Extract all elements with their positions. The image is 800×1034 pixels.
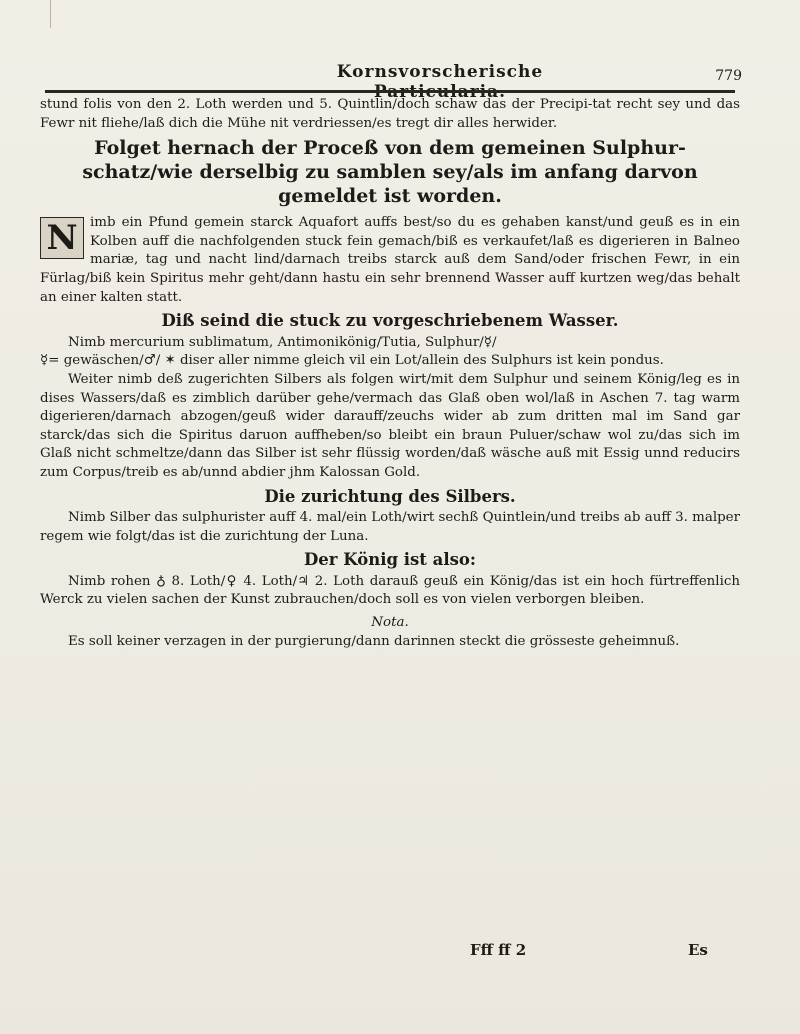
paragraph-nota: Es soll keiner verzagen in der purgierung/dann darinnen steckt die grösseste geheimnuß. bbox=[68, 633, 680, 649]
running-head: Kornsvorscherische bbox=[336, 62, 544, 82]
header-rule bbox=[45, 90, 735, 93]
drop-cap-initial: N bbox=[40, 217, 84, 259]
signature-mark: Fff ff 2 bbox=[470, 941, 527, 959]
section-heading-sulphur-process: Folget hernach der Proceß von dem gemeinen Sulphur-schatz/wie derselbig zu samblen sey/als im anfang darvon gemeldet ist worden. bbox=[82, 137, 698, 208]
page-edge-mark bbox=[50, 0, 51, 28]
paragraph-silver-prep: Nimb Silber das sulphurister auff 4. mal/ein Loth/wirt sechß Quintlein/und treibs ab auff 3. malper regem wie folgt/das ist die zurichtung der Luna. bbox=[40, 510, 740, 544]
nota-label: Nota. bbox=[371, 615, 409, 631]
page-header bbox=[40, 62, 760, 86]
paragraph-ingredients: Nimb mercurium sublimatum, Antimonikönig/Tutia, Sulphur/☿/ bbox=[68, 334, 497, 350]
paragraph-continuation: stund folis von den 2. Loth werden und 5. Quintlin/doch schaw das der Precipi-tat recht sey und das Fewr nit fliehe/laß dich die Mühe nit verdriessen/es tregt dir alles herwider. bbox=[40, 97, 740, 131]
catchword: Es bbox=[688, 941, 708, 959]
paragraph-king-recipe: Nimb rohen ♁ 8. Loth/♀ 4. Loth/♃ 2. Loth darauß geuß ein König/das ist ein hoch fürtreffenlich Werck zu vielen sachen der Kunst zubrauchen/doch soll es von vielen verborgen bleiben. bbox=[40, 573, 740, 608]
section-heading-king: Der König ist also: bbox=[303, 550, 477, 570]
section-heading-ingredients: Diß seind die stuck zu vorgeschriebenem Wasser. bbox=[161, 311, 619, 331]
paragraph-aquafort bbox=[40, 214, 740, 307]
section-heading-silver: Die zurichtung des Silbers. bbox=[264, 486, 516, 506]
paragraph-aquafort-text: imb ein Pfund gemein starck Aquafort auffs best/so du es gehaben kanst/und geuß es in ein Kolben auff die nachfolgenden stuck fein gemach/biß es verkaufet/laß es digerieren in Balneo mariæ, tag und nacht lind/darnach treibs starck auß dem Sand/oder frischen Fewr, in ein Fürlag/biß kein Spiritus mehr geht/dann hastu ein sehr brennend Wasser auff kurtzen weg/das behalt an einer kalten statt. bbox=[40, 215, 740, 305]
paragraph-silver-procedure: Weiter nimb deß zugerichten Silbers als folgen wirt/mit dem Sulphur und seinem König/leg es in dises Wassers/daß es zimblich darüber gehe/vermach das Glaß oben wol/laß in Aschen 7. tag warm digerieren/darnach abzogen/geuß wider darauff/zeuchs wider ab zum dritten mal im Sand gar starck/das sich die Spiritus daruon auffheben/so bleibt ein braun Puluer/schaw wol zu/das sich im Glaß nicht schmeltze/dann das Silber ist sehr flüssig worden/daß wäsche auß mit Essig unnd reducirs zum Corpus/treib es ab/unnd abdier jhm Kalossan Gold. bbox=[40, 371, 740, 480]
main-text bbox=[40, 96, 740, 651]
paragraph-ingredients-cont: ☿= gewäschen/♂/ ✶ diser aller nimme gleich vil ein Lot/allein des Sulphurs ist kein pondus. bbox=[40, 353, 664, 369]
page-number: 779 bbox=[715, 68, 742, 84]
